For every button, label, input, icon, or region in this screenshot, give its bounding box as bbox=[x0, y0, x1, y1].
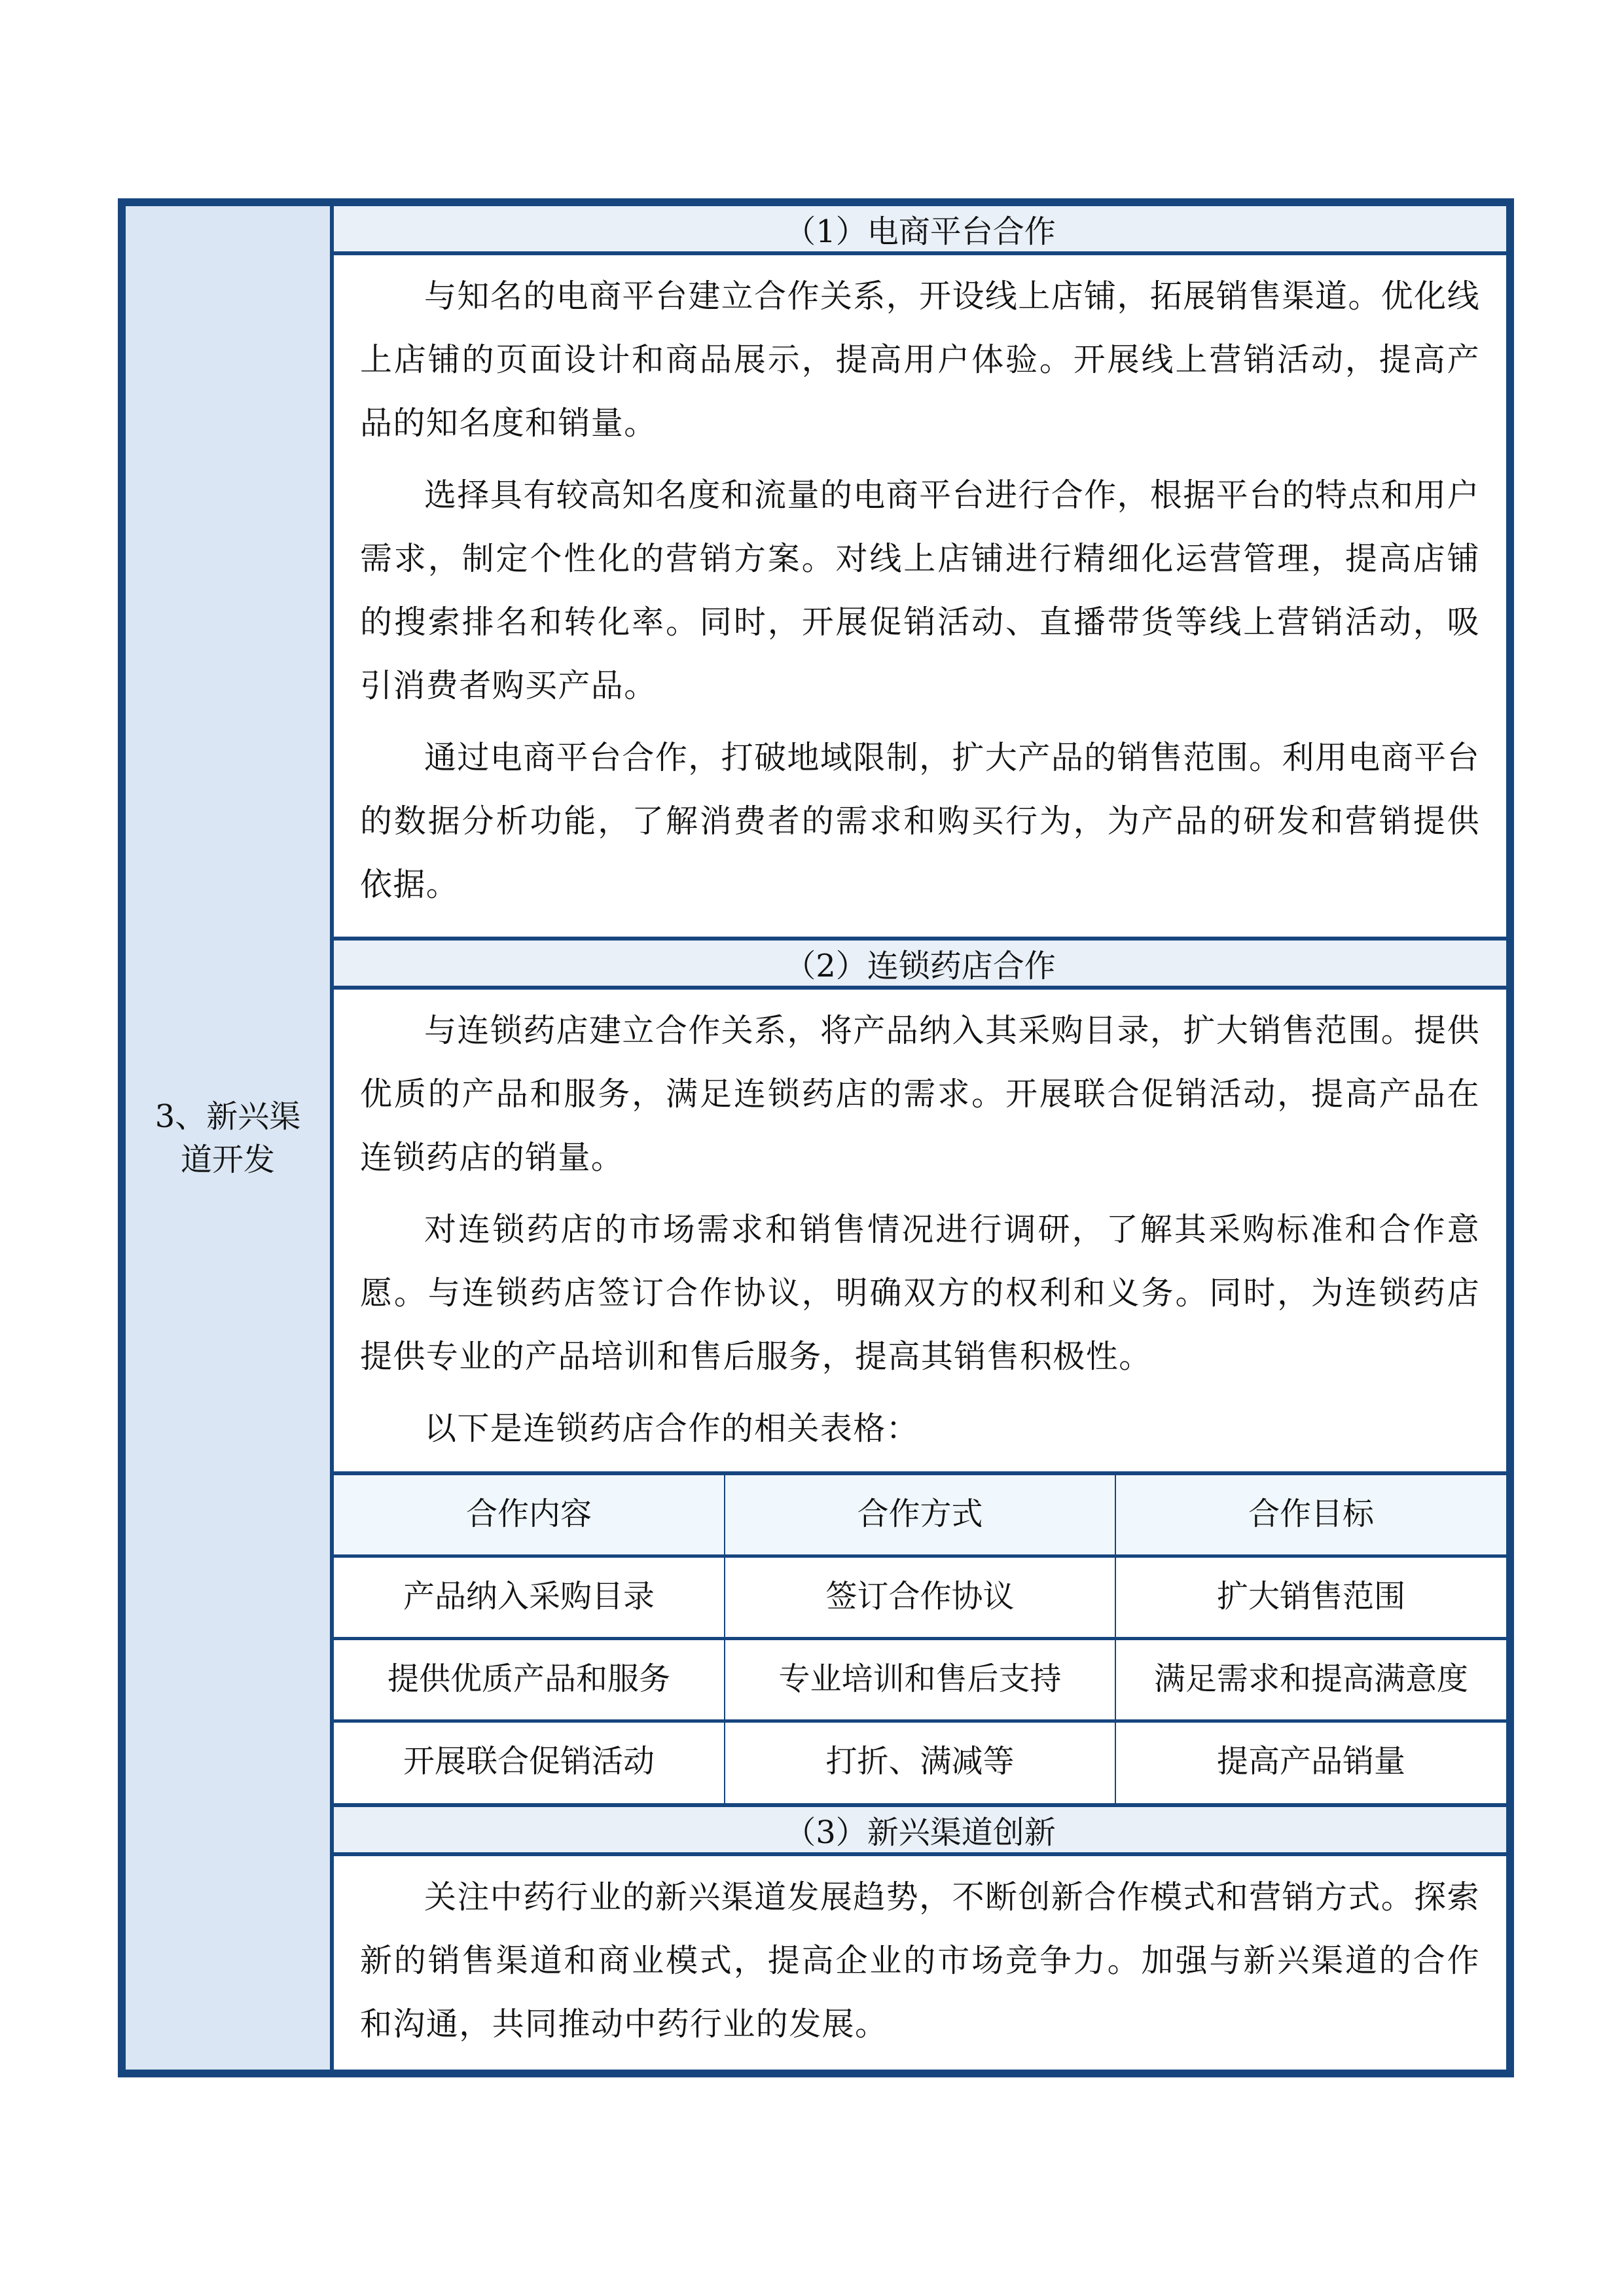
paragraph: 与知名的电商平台建立合作关系，开设线上店铺，拓展销售渠道。优化线上店铺的页面设计和商品展示，提高用户体验。开展线上营销活动，提高产品的知名度和销量。 bbox=[360, 278, 1480, 442]
paragraph: 关注中药行业的新兴渠道发展趋势，不断创新合作模式和营销方式。探索新的销售渠道和商业模式，提高企业的市场竞争力。加强与新兴渠道的合作和沟通，共同推动中药行业的发展。 bbox=[360, 1878, 1480, 2043]
table-row bbox=[334, 1721, 1506, 1803]
table-cell: 产品纳入采购目录 bbox=[334, 1556, 725, 1638]
table-row bbox=[334, 1556, 1506, 1638]
table-row bbox=[334, 1638, 1506, 1721]
table-header: 合作方式 bbox=[725, 1473, 1115, 1556]
paragraph: 以下是连锁药店合作的相关表格： bbox=[424, 1410, 920, 1447]
paragraph: 通过电商平台合作，打破地域限制，扩大产品的销售范围。利用电商平台的数据分析功能，了解消费者的需求和购买行为，为产品的研发和营销提供依据。 bbox=[360, 739, 1480, 903]
paragraph: 选择具有较高知名度和流量的电商平台进行合作，根据平台的特点和用户需求，制定个性化的营销方案。对线上店铺进行精细化运营管理，提高店铺的搜索排名和转化率。同时，开展促销活动、直播带货等线上营销活动，吸引消费者购买产品。 bbox=[360, 476, 1480, 704]
section-title-pharmacy: （2）连锁药店合作 bbox=[334, 937, 1506, 990]
table-cell: 提高产品销量 bbox=[1115, 1721, 1506, 1803]
section-title-new-channels: （3）新兴渠道创新 bbox=[334, 1803, 1506, 1856]
table-cell: 提供优质产品和服务 bbox=[334, 1638, 725, 1721]
paragraph: 对连锁药店的市场需求和销售情况进行调研，了解其采购标准和合作意愿。与连锁药店签订合作协议，明确双方的权利和义务。同时，为连锁药店提供专业的产品培训和售后服务，提高其销售积极性。 bbox=[360, 1211, 1480, 1375]
plan-table bbox=[118, 198, 1514, 2077]
table-cell: 扩大销售范围 bbox=[1115, 1556, 1506, 1638]
content-cell bbox=[334, 206, 1506, 2070]
row-label: 3、新兴渠道开发 bbox=[154, 1098, 301, 1178]
table-cell: 打折、满减等 bbox=[725, 1721, 1115, 1803]
paragraph: 与连锁药店建立合作关系，将产品纳入其采购目录，扩大销售范围。提供优质的产品和服务，满足连锁药店的需求。开展联合促销活动，提高产品在连锁药店的销量。 bbox=[360, 1012, 1480, 1176]
table-cell: 专业培训和售后支持 bbox=[725, 1638, 1115, 1721]
section-body-pharmacy bbox=[334, 990, 1506, 1471]
pharmacy-cooperation-table bbox=[334, 1471, 1506, 1803]
section-title-ecommerce: （1）电商平台合作 bbox=[334, 206, 1506, 255]
section-body-ecommerce bbox=[334, 255, 1506, 937]
table-header: 合作目标 bbox=[1115, 1473, 1506, 1556]
table-cell: 满足需求和提高满意度 bbox=[1115, 1638, 1506, 1721]
section-body-new-channels bbox=[334, 1856, 1506, 2076]
table-header-row bbox=[334, 1473, 1506, 1556]
row-label-cell bbox=[126, 206, 334, 2070]
table-cell: 开展联合促销活动 bbox=[334, 1721, 725, 1803]
table-cell: 签订合作协议 bbox=[725, 1556, 1115, 1638]
table-header: 合作内容 bbox=[334, 1473, 725, 1556]
